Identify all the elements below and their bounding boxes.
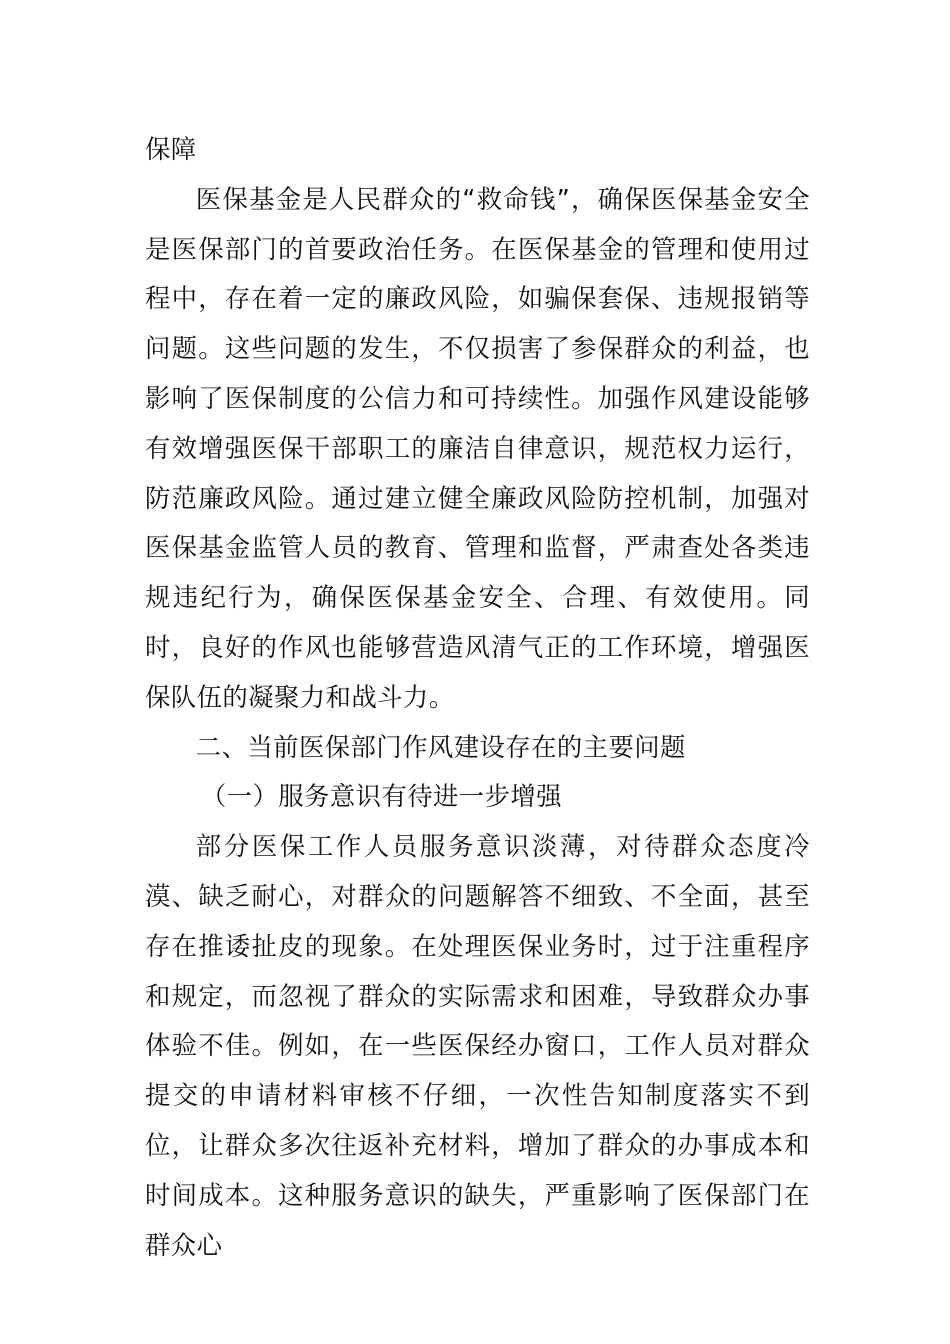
subsection-heading-service-awareness: （一）服务意识有待进一步增强 — [200, 781, 562, 812]
document-body — [145, 125, 810, 1270]
continuation-paragraph: 保障 — [145, 134, 197, 164]
body-paragraph-service-awareness: 部分医保工作人员服务意识淡薄，对待群众态度冷漠、缺乏耐心，对群众的问题解答不细致、不全面，甚至存在推诿扯皮的现象。在处理医保业务时，过于注重程序和规定，而忽视了群众的实际需求和困难，导致群众办事体验不佳。例如，在一些医保经办窗口，工作人员对群众提交的申请材料审核不仔细，一次性告知制度落实不到位，让群众多次往返补充材料，增加了群众的办事成本和时间成本。这种服务意识的缺失，严重影响了医保部门在群众心 — [145, 831, 810, 1260]
body-paragraph-fund-safety: 医保基金是人民群众的“救命钱”，确保医保基金安全是医保部门的首要政治任务。在医保基金的管理和使用过程中，存在着一定的廉政风险，如骗保套保、违规报销等问题。这些问题的发生，不仅损害了参保群众的利益，也影响了医保制度的公信力和可持续性。加强作风建设能够有效增强医保干部职工的廉洁自律意识，规范权力运行，防范廉政风险。通过建立健全廉政风险防控机制，加强对医保基金监管人员的教育、管理和监督，严肃查处各类违规违纪行为，确保医保基金安全、合理、有效使用。同时，良好的作风也能够营造风清气正的工作环境，增强医保队伍的凝聚力和战斗力。 — [145, 183, 810, 712]
section-heading-main-problems: 二、当前医保部门作风建设存在的主要问题 — [195, 731, 686, 762]
